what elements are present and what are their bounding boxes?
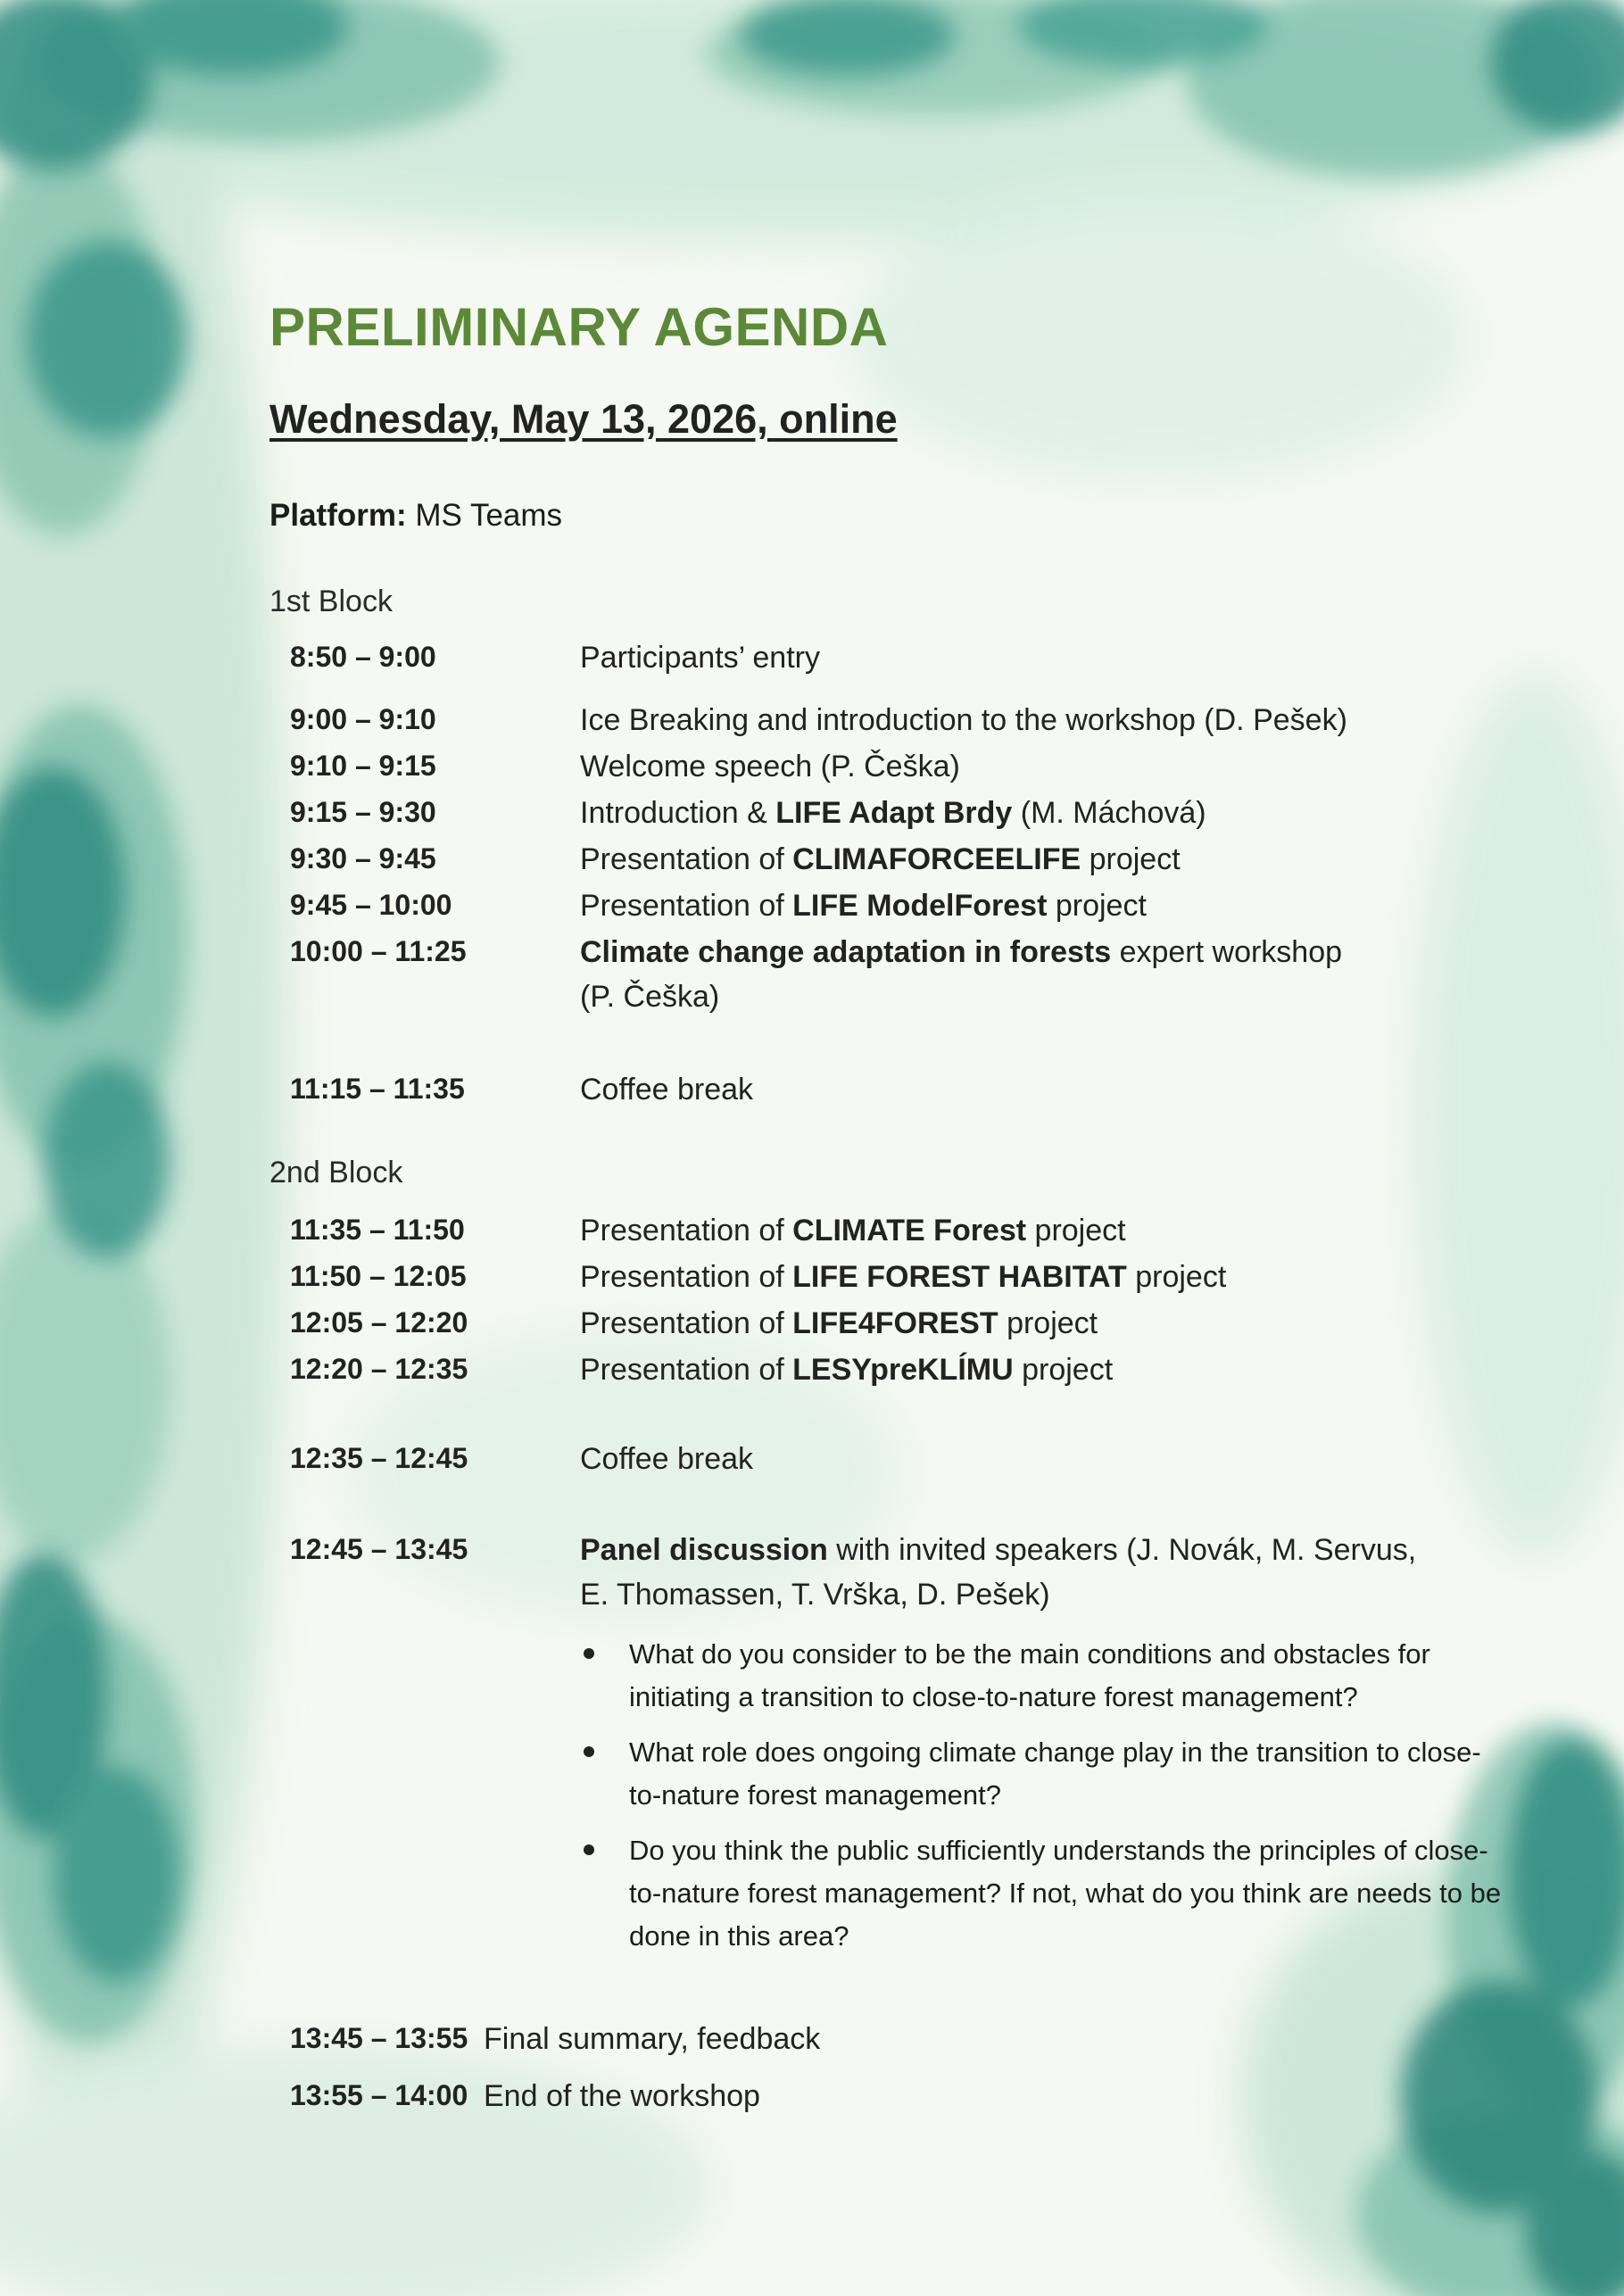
agenda-description: End of the workshop bbox=[484, 2079, 760, 2113]
block-1-label: 1st Block bbox=[269, 584, 393, 618]
platform-label: Platform: bbox=[269, 498, 407, 533]
agenda-time: 12:05 – 12:20 bbox=[290, 1306, 468, 1339]
agenda-time: 13:55 – 14:00 bbox=[290, 2079, 468, 2111]
list-item-text: Do you think the public sufficiently understands the principles of close-to-nature forest management? If not, what do you think are needs to be done in this area? bbox=[629, 1835, 1502, 1952]
agenda-time: 8:50 – 9:00 bbox=[290, 641, 436, 673]
agenda-description: Presentation of LIFE ModelForest project bbox=[580, 889, 1147, 923]
agenda-description: Ice Breaking and introduction to the workshop (D. Pešek) bbox=[580, 703, 1347, 737]
list-item bbox=[580, 1829, 1508, 1958]
agenda-row bbox=[0, 2079, 1624, 2126]
agenda-row bbox=[0, 1214, 1624, 1260]
agenda-row bbox=[0, 750, 1624, 796]
agenda-description: Welcome speech (P. Češka) bbox=[580, 750, 960, 783]
agenda-time: 10:00 – 11:25 bbox=[290, 935, 467, 967]
platform-line bbox=[269, 498, 562, 534]
agenda-row bbox=[0, 842, 1624, 889]
agenda-description: Panel discussion with invited speakers (J. Novák, M. Servus, bbox=[580, 1533, 1417, 1567]
agenda-description: Presentation of LESYpreKLÍMU project bbox=[580, 1353, 1114, 1387]
agenda-description: Participants’ entry bbox=[580, 641, 820, 675]
list-item bbox=[580, 1633, 1508, 1719]
agenda-description: Introduction & LIFE Adapt Brdy (M. Máchová) bbox=[580, 796, 1206, 830]
list-item bbox=[580, 1731, 1508, 1817]
agenda-row bbox=[0, 2022, 1624, 2068]
agenda-description: Presentation of LIFE FOREST HABITAT project bbox=[580, 1260, 1227, 1294]
agenda-time: 9:30 – 9:45 bbox=[290, 842, 436, 874]
bullet-icon bbox=[584, 1844, 594, 1855]
block-2-label: 2nd Block bbox=[269, 1156, 403, 1189]
agenda-time: 12:45 – 13:45 bbox=[290, 1533, 468, 1565]
agenda-description: Final summary, feedback bbox=[484, 2022, 821, 2056]
agenda-description: Presentation of LIFE4FOREST project bbox=[580, 1306, 1098, 1340]
agenda-row bbox=[0, 1442, 1624, 1488]
agenda-row bbox=[0, 641, 1624, 687]
agenda-row bbox=[0, 1260, 1624, 1306]
agenda-description: Coffee break bbox=[580, 1073, 754, 1107]
agenda-time: 11:50 – 12:05 bbox=[290, 1260, 467, 1292]
agenda-row bbox=[0, 935, 1624, 982]
agenda-time: 13:45 – 13:55 bbox=[290, 2022, 468, 2054]
agenda-description-continued: (P. Češka) bbox=[580, 980, 720, 1014]
agenda-time: 9:00 – 9:10 bbox=[290, 703, 436, 735]
agenda-row bbox=[0, 1073, 1624, 1119]
agenda-time: 9:10 – 9:15 bbox=[290, 750, 436, 782]
agenda-time: 12:20 – 12:35 bbox=[290, 1353, 468, 1385]
agenda-time: 11:35 – 11:50 bbox=[290, 1214, 465, 1246]
list-item-text: What do you consider to be the main conditions and obstacles for initiating a transition to close-to-nature forest management? bbox=[629, 1638, 1430, 1712]
event-date-heading: Wednesday, May 13, 2026, online bbox=[269, 396, 898, 442]
agenda-row bbox=[0, 1306, 1624, 1353]
agenda-description: Presentation of CLIMAFORCEELIFE project bbox=[580, 842, 1181, 876]
agenda-row bbox=[0, 703, 1624, 750]
agenda-time: 11:15 – 11:35 bbox=[290, 1073, 465, 1105]
platform-value: MS Teams bbox=[415, 498, 563, 533]
agenda-time: 9:15 – 9:30 bbox=[290, 796, 436, 828]
agenda-description: Climate change adaptation in forests expert workshop bbox=[580, 935, 1343, 969]
agenda-row bbox=[0, 796, 1624, 842]
agenda-row bbox=[0, 1353, 1624, 1399]
agenda-description: Coffee break bbox=[580, 1442, 754, 1476]
agenda-time: 12:35 – 12:45 bbox=[290, 1442, 468, 1474]
agenda-row bbox=[0, 1533, 1624, 1579]
agenda-description-continued: E. Thomassen, T. Vrška, D. Pešek) bbox=[580, 1578, 1050, 1612]
bullet-icon bbox=[584, 1648, 594, 1659]
panel-questions-list bbox=[580, 1633, 1508, 1970]
bullet-icon bbox=[584, 1746, 594, 1757]
agenda-time: 9:45 – 10:00 bbox=[290, 889, 452, 921]
agenda-description: Presentation of CLIMATE Forest project bbox=[580, 1214, 1126, 1247]
list-item-text: What role does ongoing climate change play in the transition to close-to-nature forest management? bbox=[629, 1737, 1481, 1811]
agenda-row bbox=[0, 889, 1624, 935]
page-title: PRELIMINARY AGENDA bbox=[269, 297, 889, 357]
